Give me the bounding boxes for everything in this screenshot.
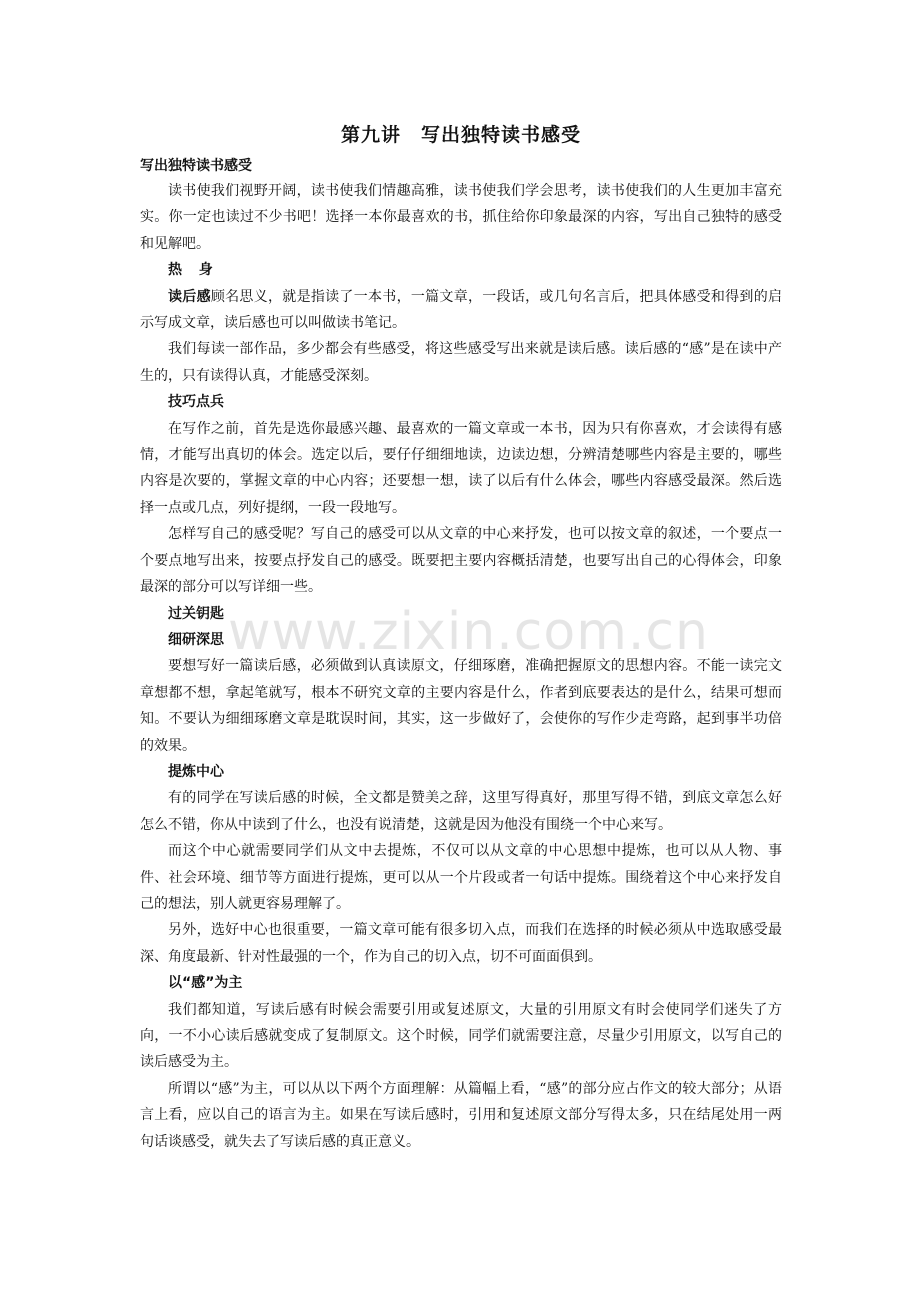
tips-paragraph-1: 在写作之前，首先是选你最感兴趣、最喜欢的一篇文章或一本书，因为只有你喜欢，才会读得有感情，才能写出真切的体会。选定以后，要仔仔细细地读，边读边想，分辨清楚哪些内容是主要的，哪些内容是次要的，掌握文章的中心内容；还要想一想，读了以后有什么体会，哪些内容感受最深。然后选择一点或几点，列好提纲，一段一段地写。 bbox=[140, 420, 782, 516]
study-paragraph-1: 要想写好一篇读后感，必须做到认真读原文，仔细琢磨，准确把握原文的思想内容。不能一读完文章想都不想，拿起笔就写，根本不研究文章的主要内容是什么，作者到底要表达的是什么，结果可想而知。不要认为细细琢磨文章是耽误时间，其实，这一步做好了，会使你的写作少走弯路，起到事半功倍的效果。 bbox=[140, 658, 782, 754]
section-heading-warmup: 热身 bbox=[168, 262, 230, 279]
feeling-paragraph-2: 所谓以“感”为主，可以从以下两个方面理解：从篇幅上看，“感”的部分应占作文的较大部分；从语言上看，应以自己的语言为主。如果在写读后感时，引用和复述原文部分写得太多，只在结尾处用一两句话谈感受，就失去了写读后感的真正意义。 bbox=[140, 1080, 782, 1150]
section-heading-study: 细研深思 bbox=[168, 631, 224, 648]
feeling-paragraph-1: 我们都知道，写读后感有时候会需要引用或复述原文，大量的引用原文有时会使同学们迷失了方向，一不小心读后感就变成了复制原文。这个时候，同学们就需要注意，尽量少引用原文，以写自己的读后感受为主。 bbox=[140, 1001, 782, 1071]
document-subtitle: 写出独特读书感受 bbox=[140, 158, 252, 174]
tips-paragraph-2: 怎样写自己的感受呢？写自己的感受可以从文章的中心来抒发，也可以按文章的叙述，一个要点一个要点地写出来，按要点抒发自己的感受。既要把主要内容概括清楚，也要写出自己的心得体会，印象最深的部分可以写详细一些。 bbox=[140, 526, 782, 596]
section-heading-feeling: 以“感”为主 bbox=[168, 975, 243, 992]
warmup-lead-term: 读后感 bbox=[168, 288, 211, 305]
warmup-paragraph-2: 我们每读一部作品，多少都会有些感受，将这些感受写出来就是读后感。读后感的“感”是在读中产生的，只有读得认真，才能感受深刻。 bbox=[140, 341, 782, 384]
refine-paragraph-2: 而这个中心就需要同学们从文中去提炼，不仅可以从文章的中心思想中提炼，也可以从人物、事件、社会环境、细节等方面进行提炼，更可以从一个片段或者一句话中提炼。围绕着这个中心来抒发自己的想法，别人就更容易理解了。 bbox=[140, 843, 782, 912]
document-page bbox=[140, 118, 782, 1155]
page-title: 第九讲 写出独特读书感受 bbox=[340, 124, 581, 146]
section-heading-tips: 技巧点兵 bbox=[168, 394, 224, 411]
warmup-paragraph-1-text: 顾名思义，就是指读了一本书，一篇文章，一段话，或几句名言后，把具体感受和得到的启示写成文章，读后感也可以叫做读书笔记。 bbox=[140, 288, 782, 332]
intro-paragraph: 读书使我们视野开阔，读书使我们情趣高雅，读书使我们学会思考，读书使我们的人生更加丰富充实。你一定也读过不少书吧！选择一本你最喜欢的书，抓住给你印象最深的内容，写出自己独特的感受和见解吧。 bbox=[140, 183, 782, 252]
watermark: www.zixin.com.cn bbox=[228, 602, 709, 662]
refine-paragraph-1: 有的同学在写读后感的时候，全文都是赞美之辞，这里写得真好，那里写得不错，到底文章怎么好怎么不错，你从中读到了什么，也没有说清楚，这就是因为他没有围绕一个中心来写。 bbox=[140, 790, 782, 833]
warmup-paragraph-1 bbox=[140, 284, 782, 337]
section-heading-keys: 过关钥匙 bbox=[168, 605, 224, 622]
refine-paragraph-3: 另外，选好中心也很重要，一篇文章可能有很多切入点，而我们在选择的时候必须从中选取感受最深、角度最新、针对性最强的一个，作为自己的切入点，切不可面面俱到。 bbox=[140, 922, 782, 965]
section-heading-refine: 提炼中心 bbox=[168, 763, 224, 780]
